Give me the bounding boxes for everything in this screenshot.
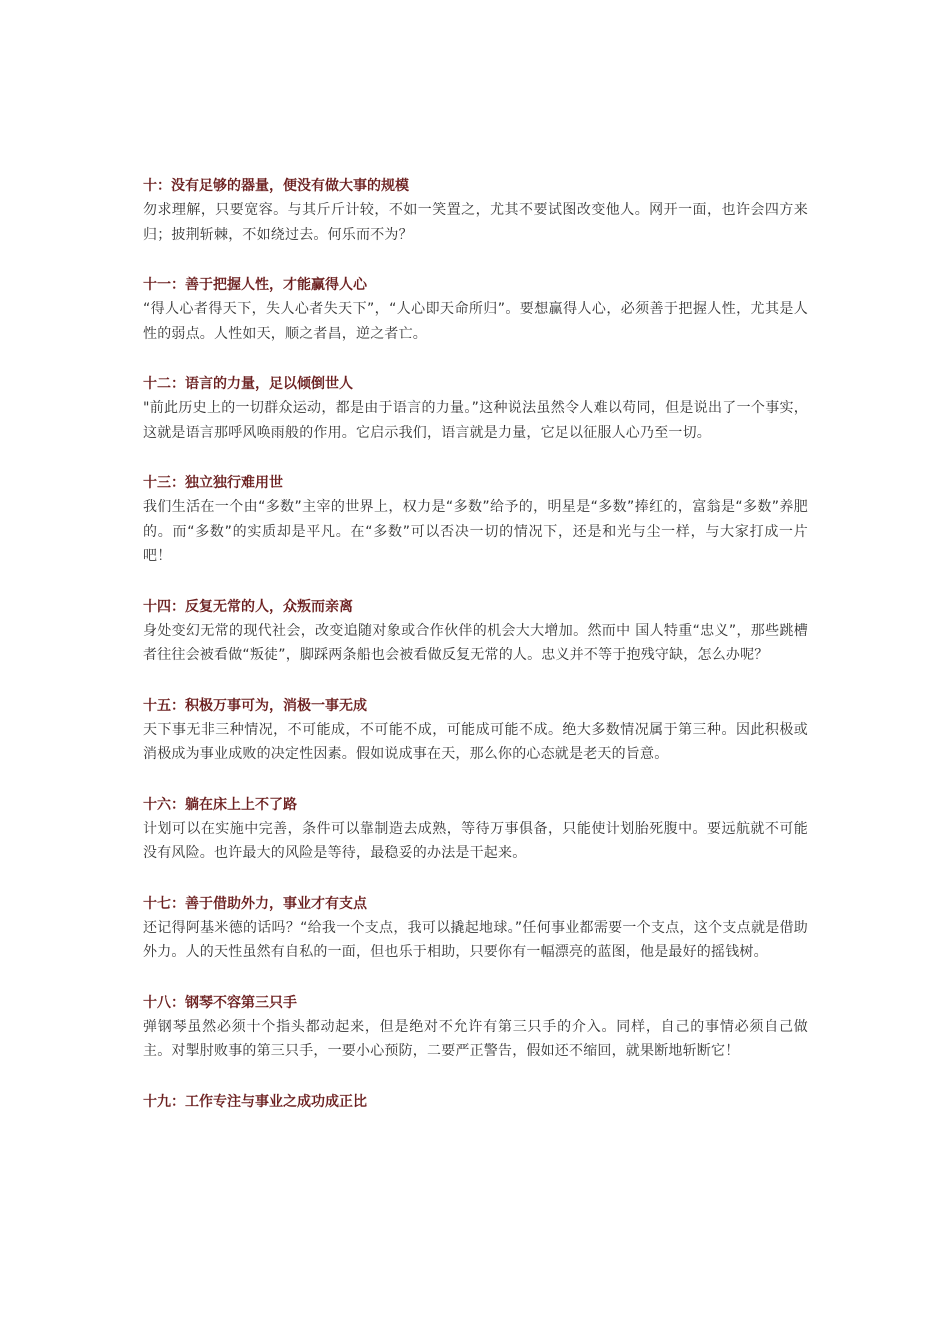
section-heading: 十八：钢琴不容第三只手 [143,994,297,1011]
section-paragraph: “得人心者得天下，失人心者失天下”，“人心即天命所归”。要想赢得人心，必须善于把握人性，尤其是人性的弱点。人性如天，顺之者昌，逆之者亡。 [143,301,808,342]
section-heading: 十五：积极万事可为，消极一事无成 [143,697,367,714]
section-heading: 十四：反复无常的人，众叛而亲离 [143,598,353,615]
section-12 [143,372,808,445]
section-paragraph: 我们生活在一个由“多数”主宰的世界上，权力是“多数”给予的，明星是“多数”捧红的，富翁是“多数”养肥的。而“多数”的实质却是平凡。在“多数”可以否决一切的情况下，还是和光与尘一样，与大家打成一片吧！ [143,499,808,564]
section-paragraph: 天下事无非三种情况，不可能成，不可能不成，可能成可能不成。绝大多数情况属于第三种。因此积极或消极成为事业成败的决定性因素。假如说成事在天，那么你的心态就是老天的旨意。 [143,721,808,762]
section-paragraph: 弹钢琴虽然必须十个指头都动起来，但是绝对不允许有第三只手的介入。同样，自己的事情必须自己做主。对掣肘败事的第三只手，一要小心预防，二要严正警告，假如还不缩回，就果断地斩断它！ [143,1018,808,1059]
section-paragraph: 身处变幻无常的现代社会，改变追随对象或合作伙伴的机会大大增加。然而中 国人特重“忠义”，那些跳槽者往往会被看做“叛徒”，脚踩两条船也会被看做反复无常的人。忠义并不等于抱残守缺，怎么办呢？ [143,622,808,663]
section-18 [143,991,808,1064]
section-11 [143,273,808,346]
section-heading: 十二：语言的力量，足以倾倒世人 [143,376,353,392]
section-16 [143,793,808,866]
section-15 [143,694,808,767]
section-paragraph: 计划可以在实施中完善，条件可以靠制造去成熟，等待万事俱备，只能使计划胎死腹中。要远航就不可能没有风险。也许最大的风险是等待，最稳妥的办法是干起来。 [143,820,808,861]
section-heading: 十六：躺在床上上不了路 [143,796,297,813]
section-paragraph: "前此历史上的一切群众运动，都是由于语言的力量。”这种说法虽然令人难以苟同，但是说出了一个事实，这就是语言那呼风唤雨般的作用。它启示我们，语言就是力量，它足以征服人心乃至一切。 [143,400,808,441]
section-paragraph: 还记得阿基米德的话吗？“给我一个支点，我可以撬起地球。”任何事业都需要一个支点，这个支点就是借助外力。人的天性虽然有自私的一面，但也乐于相助，只要你有一幅漂亮的蓝图，他是最好的摇钱树。 [143,919,808,960]
section-10 [143,174,808,247]
section-14 [143,595,808,668]
section-heading: 十九：工作专注与事业之成功成正比 [143,1093,367,1110]
article-content [143,174,808,1140]
section-heading: 十一：善于把握人性，才能赢得人心 [143,277,367,293]
section-paragraph: 勿求理解，只要宽容。与其斤斤计较，不如一笑置之，尤其不要试图改变他人。网开一面，也许会四方来归；披荆斩棘，不如绕过去。何乐而不为？ [143,202,808,243]
section-19 [143,1090,808,1114]
section-heading: 十：没有足够的器量，便没有做大事的规模 [143,178,409,194]
section-17 [143,892,808,965]
section-13 [143,471,808,569]
section-heading: 十七：善于借助外力，事业才有支点 [143,895,367,912]
section-heading: 十三：独立独行难用世 [143,475,283,491]
